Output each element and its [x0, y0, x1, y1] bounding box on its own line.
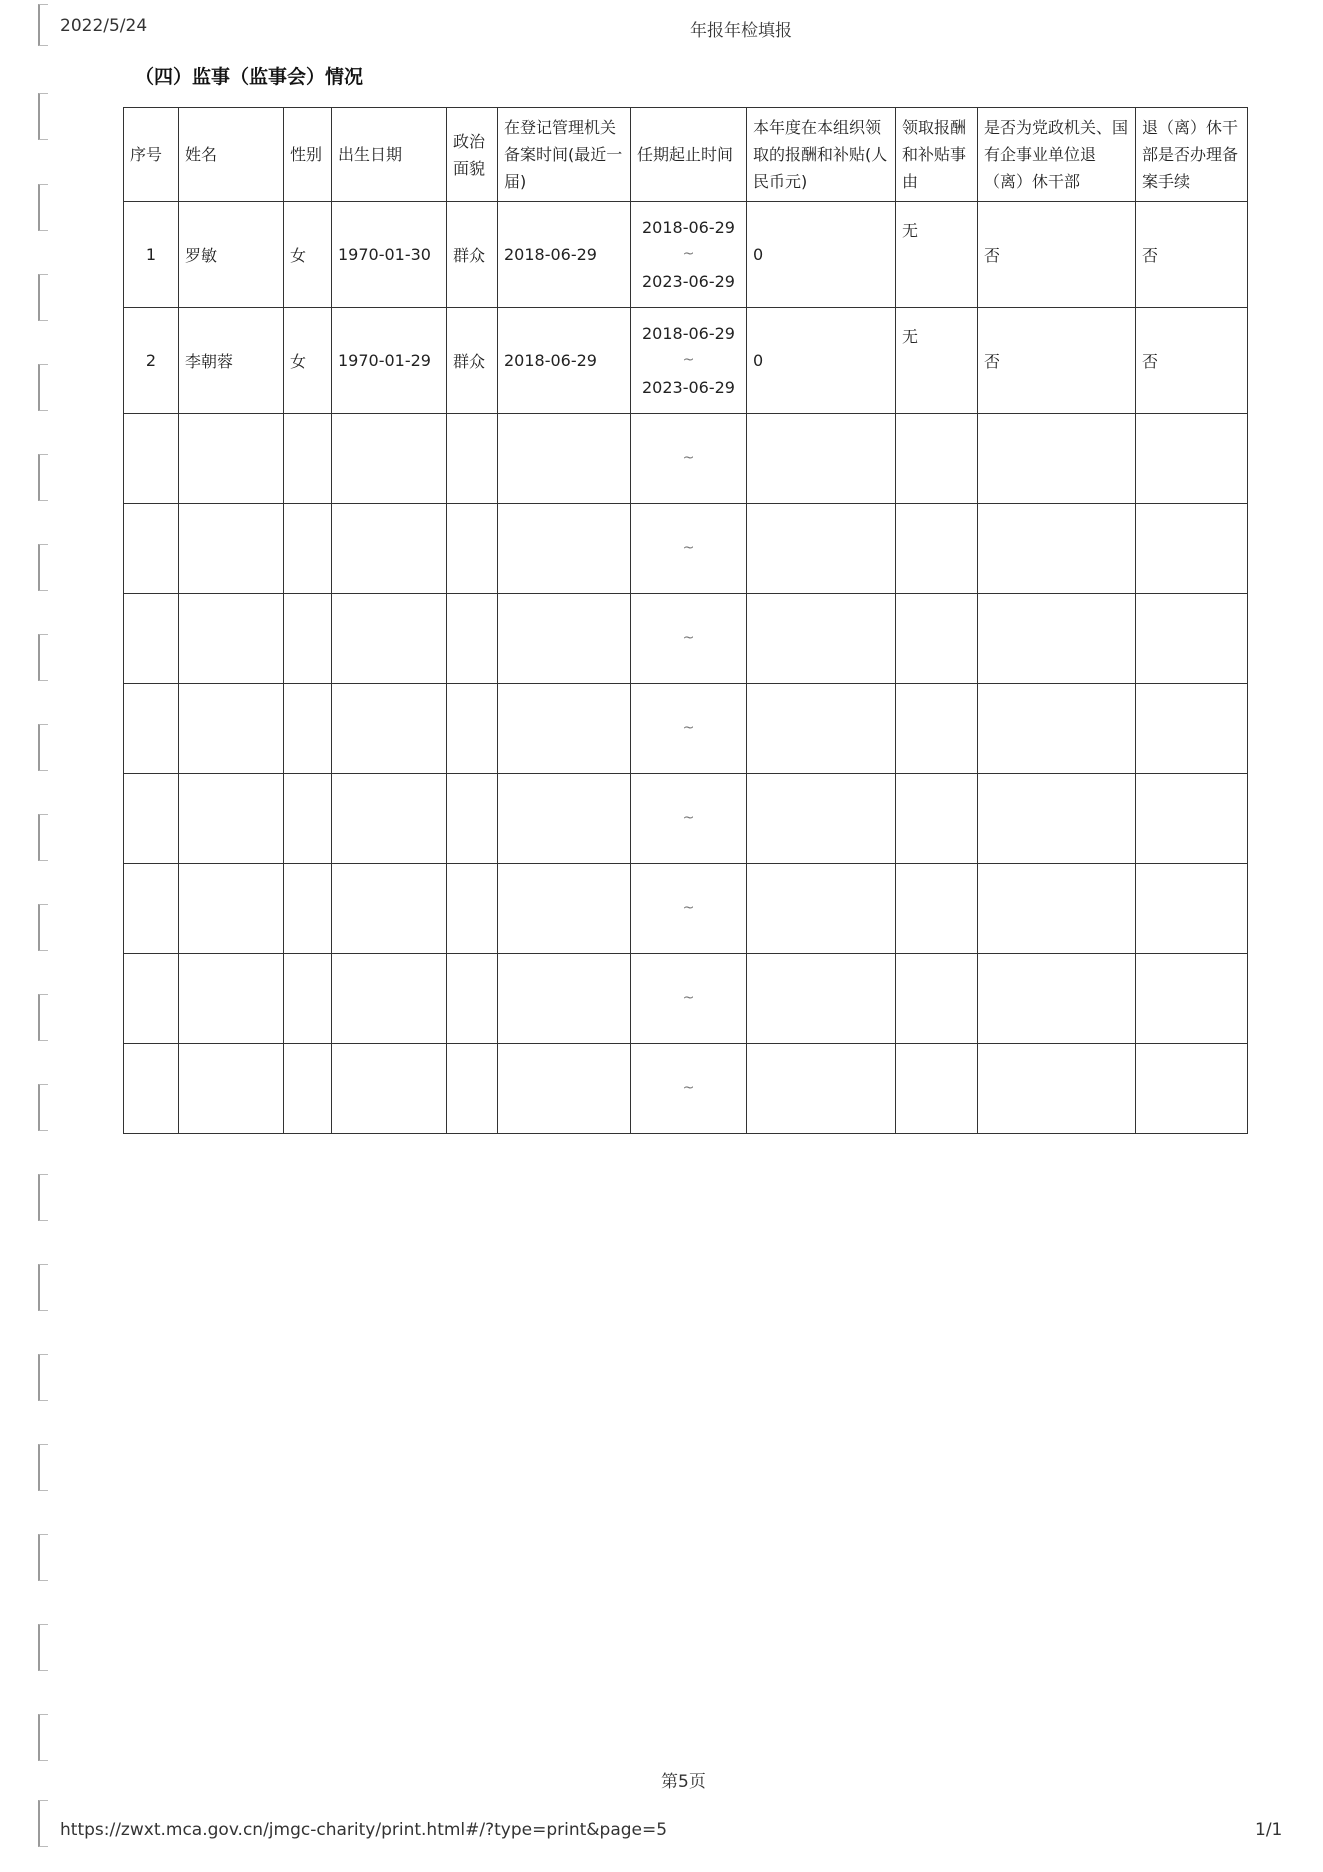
cell-gender: 女 [284, 202, 332, 308]
term-end: 2023-06-29 [642, 272, 735, 291]
header-cell: 任期起止时间 [631, 108, 747, 202]
print-header-title: 年报年检填报 [690, 21, 792, 41]
table-header-row [124, 108, 1248, 202]
header-cell: 本年度在本组织领取的报酬和补贴(人民币元) [747, 108, 896, 202]
binder-hole [38, 1084, 48, 1131]
cell-gender: 女 [284, 308, 332, 414]
empty-row [124, 504, 1248, 594]
empty-term-separator: ~ [631, 684, 747, 774]
cell-filed: 否 [1136, 202, 1248, 308]
binder-hole [38, 1534, 48, 1581]
empty-row [124, 1044, 1248, 1134]
cell-pay-reason: 无 [896, 308, 978, 414]
cell-name: 李朝蓉 [179, 308, 284, 414]
empty-term-separator: ~ [631, 774, 747, 864]
empty-row [124, 774, 1248, 864]
empty-term-separator: ~ [631, 954, 747, 1044]
binder-hole [38, 454, 48, 501]
cell-no: 1 [124, 202, 179, 308]
term-end: 2023-06-29 [642, 378, 735, 397]
header-cell: 姓名 [179, 108, 284, 202]
empty-row [124, 684, 1248, 774]
empty-row [124, 414, 1248, 504]
binder-hole [38, 1174, 48, 1221]
cell-pay: 0 [747, 202, 896, 308]
term-start: 2018-06-29 [642, 324, 735, 343]
supervisors-table [123, 107, 1248, 1134]
binder-hole [38, 1624, 48, 1671]
header-cell: 是否为党政机关、国有企事业单位退（离）休干部 [978, 108, 1136, 202]
term-separator: ~ [682, 246, 695, 262]
binder-hole [38, 724, 48, 771]
header-cell: 在登记管理机关备案时间(最近一届) [498, 108, 631, 202]
binder-hole [38, 634, 48, 681]
footer-page-count: 1/1 [1255, 1820, 1283, 1840]
table-row [124, 202, 1248, 308]
empty-row [124, 864, 1248, 954]
footer-url: https://zwxt.mca.gov.cn/jmgc-charity/print.html#/?type=print&page=5 [60, 1820, 668, 1840]
cell-pay-reason: 无 [896, 202, 978, 308]
binder-hole [38, 814, 48, 861]
cell-retired-cadre: 否 [978, 308, 1136, 414]
binder-hole [38, 1444, 48, 1491]
empty-term-separator: ~ [631, 594, 747, 684]
term-separator: ~ [682, 352, 695, 368]
cell-term [631, 308, 747, 414]
binder-hole [38, 1714, 48, 1761]
cell-politics: 群众 [447, 308, 498, 414]
table-row [124, 308, 1248, 414]
binder-hole [38, 1354, 48, 1401]
cell-pay: 0 [747, 308, 896, 414]
cell-name: 罗敏 [179, 202, 284, 308]
header-cell: 序号 [124, 108, 179, 202]
cell-birth-date: 1970-01-29 [332, 308, 447, 414]
empty-term-separator: ~ [631, 1044, 747, 1134]
cell-filed: 否 [1136, 308, 1248, 414]
empty-row [124, 954, 1248, 1044]
empty-term-separator: ~ [631, 504, 747, 594]
cell-politics: 群众 [447, 202, 498, 308]
header-cell: 出生日期 [332, 108, 447, 202]
header-cell: 政治面貌 [447, 108, 498, 202]
page-number: 第5页 [661, 1772, 706, 1792]
cell-retired-cadre: 否 [978, 202, 1136, 308]
binder-hole [38, 93, 48, 140]
binder-hole [38, 994, 48, 1041]
cell-filing-date: 2018-06-29 [498, 308, 631, 414]
header-cell: 退（离）休干部是否办理备案手续 [1136, 108, 1248, 202]
header-cell: 性别 [284, 108, 332, 202]
cell-term [631, 202, 747, 308]
binder-hole [38, 4, 48, 46]
binder-hole [38, 1800, 48, 1847]
header-cell: 领取报酬和补贴事由 [896, 108, 978, 202]
binder-hole [38, 364, 48, 411]
cell-no: 2 [124, 308, 179, 414]
section-title: （四）监事（监事会）情况 [135, 66, 364, 88]
binder-hole [38, 544, 48, 591]
binder-hole [38, 1264, 48, 1311]
term-start: 2018-06-29 [642, 218, 735, 237]
empty-term-separator: ~ [631, 414, 747, 504]
binder-hole [38, 274, 48, 321]
binder-hole [38, 184, 48, 231]
print-date: 2022/5/24 [60, 16, 148, 36]
empty-row [124, 594, 1248, 684]
cell-birth-date: 1970-01-30 [332, 202, 447, 308]
binder-hole [38, 904, 48, 951]
empty-term-separator: ~ [631, 864, 747, 954]
cell-filing-date: 2018-06-29 [498, 202, 631, 308]
